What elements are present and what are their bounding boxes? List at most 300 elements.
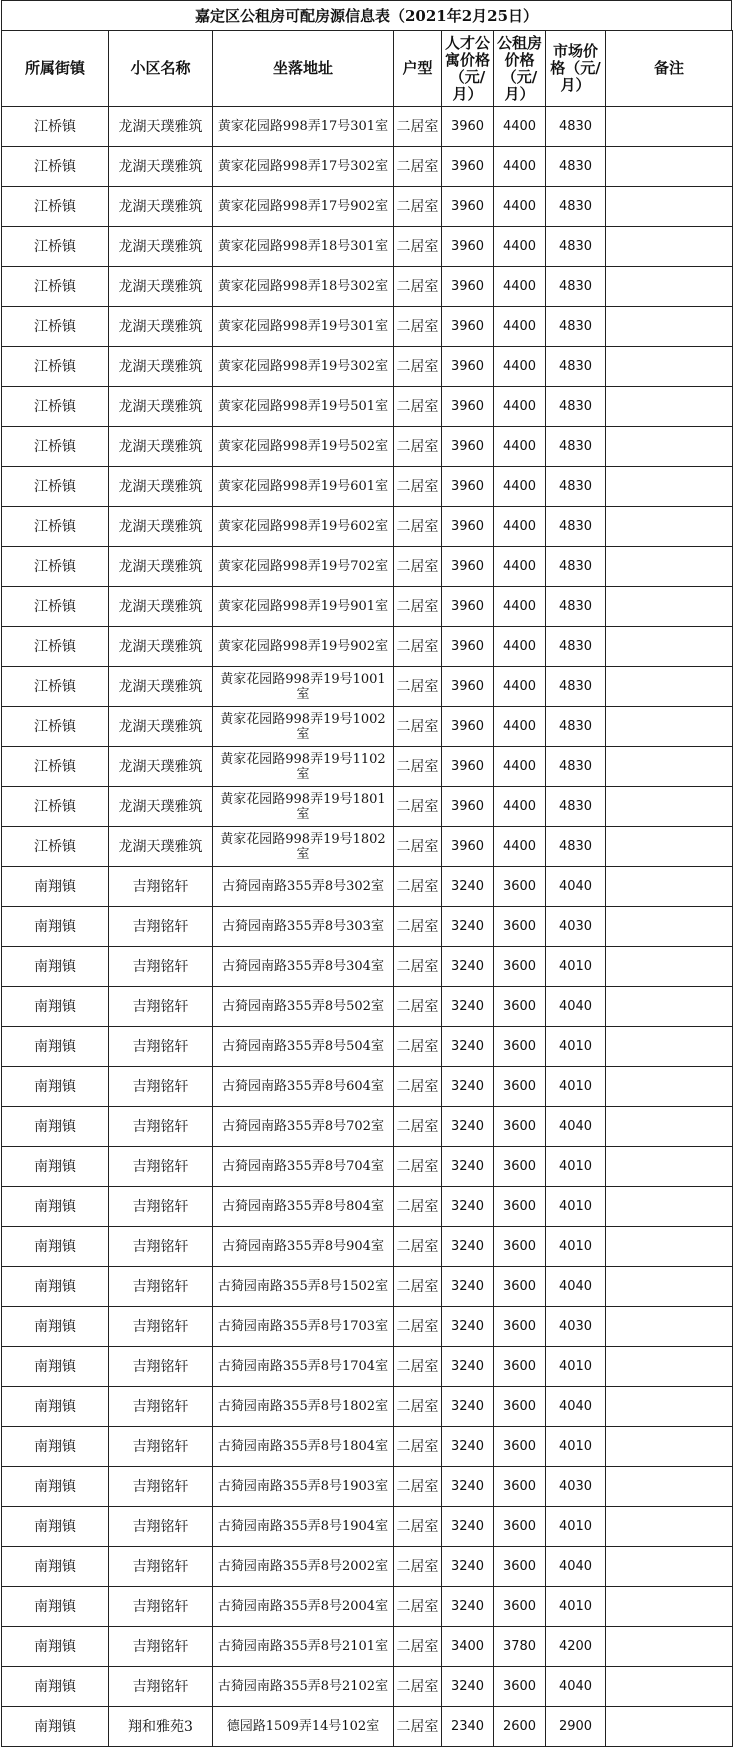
cell-talent-price: 3240	[442, 1587, 494, 1627]
cell-address: 古猗园南路355弄8号1703室	[213, 1307, 394, 1347]
cell-community: 吉翔铭轩	[109, 1667, 213, 1707]
cell-layout: 二居室	[394, 1507, 442, 1547]
header-address: 坐落地址	[213, 31, 394, 107]
cell-community: 吉翔铭轩	[109, 987, 213, 1027]
cell-market-price: 4830	[546, 827, 606, 867]
cell-talent-price: 3960	[442, 627, 494, 667]
cell-talent-price: 3240	[442, 1507, 494, 1547]
cell-public-price: 3600	[494, 1187, 546, 1227]
cell-community: 吉翔铭轩	[109, 1427, 213, 1467]
cell-remarks	[606, 347, 733, 387]
table-row	[2, 347, 733, 387]
cell-remarks	[606, 1227, 733, 1267]
cell-layout: 二居室	[394, 147, 442, 187]
cell-market-price: 4010	[546, 1587, 606, 1627]
cell-market-price: 4200	[546, 1627, 606, 1667]
cell-town: 江桥镇	[2, 587, 109, 627]
cell-public-price: 4400	[494, 787, 546, 827]
cell-remarks	[606, 427, 733, 467]
cell-talent-price: 3240	[442, 1147, 494, 1187]
cell-address: 古猗园南路355弄8号1904室	[213, 1507, 394, 1547]
cell-address: 黄家花园路998弄18号301室	[213, 227, 394, 267]
table-row	[2, 1667, 733, 1707]
cell-public-price: 3600	[494, 1347, 546, 1387]
cell-remarks	[606, 1147, 733, 1187]
cell-town: 南翔镇	[2, 867, 109, 907]
cell-market-price: 4040	[546, 1387, 606, 1427]
cell-address: 古猗园南路355弄8号2101室	[213, 1627, 394, 1667]
cell-market-price: 4010	[546, 947, 606, 987]
table-row	[2, 827, 733, 867]
cell-town: 南翔镇	[2, 947, 109, 987]
table-row	[2, 707, 733, 747]
cell-public-price: 3600	[494, 1427, 546, 1467]
header-market-price: 市场价格（元/月）	[546, 31, 606, 107]
cell-layout: 二居室	[394, 507, 442, 547]
cell-market-price: 4030	[546, 1307, 606, 1347]
cell-town: 南翔镇	[2, 987, 109, 1027]
table-row	[2, 387, 733, 427]
cell-address: 黄家花园路998弄19号901室	[213, 587, 394, 627]
cell-address: 黄家花园路998弄17号301室	[213, 107, 394, 147]
cell-town: 南翔镇	[2, 1147, 109, 1187]
cell-address: 古猗园南路355弄8号904室	[213, 1227, 394, 1267]
cell-remarks	[606, 1267, 733, 1307]
cell-layout: 二居室	[394, 1547, 442, 1587]
table-row	[2, 187, 733, 227]
cell-remarks	[606, 1707, 733, 1747]
cell-remarks	[606, 867, 733, 907]
cell-community: 龙湖天璞雅筑	[109, 147, 213, 187]
cell-market-price: 4830	[546, 787, 606, 827]
table-row	[2, 867, 733, 907]
cell-layout: 二居室	[394, 867, 442, 907]
cell-town: 南翔镇	[2, 1307, 109, 1347]
cell-public-price: 3600	[494, 1107, 546, 1147]
cell-community: 龙湖天璞雅筑	[109, 347, 213, 387]
cell-remarks	[606, 1427, 733, 1467]
cell-public-price: 3600	[494, 1587, 546, 1627]
cell-community: 吉翔铭轩	[109, 1027, 213, 1067]
cell-address: 德园路1509弄14号102室	[213, 1707, 394, 1747]
table-row	[2, 1227, 733, 1267]
cell-remarks	[606, 467, 733, 507]
cell-market-price: 4830	[546, 147, 606, 187]
cell-market-price: 4010	[546, 1507, 606, 1547]
cell-community: 龙湖天璞雅筑	[109, 547, 213, 587]
cell-market-price: 4040	[546, 987, 606, 1027]
cell-layout: 二居室	[394, 587, 442, 627]
cell-talent-price: 3240	[442, 1467, 494, 1507]
cell-layout: 二居室	[394, 1587, 442, 1627]
cell-address: 古猗园南路355弄8号502室	[213, 987, 394, 1027]
table-title: 嘉定区公租房可配房源信息表（2021年2月25日）	[1, 0, 732, 30]
cell-town: 南翔镇	[2, 1627, 109, 1667]
cell-town: 江桥镇	[2, 347, 109, 387]
cell-community: 翔和雅苑3	[109, 1707, 213, 1747]
cell-public-price: 4400	[494, 307, 546, 347]
cell-talent-price: 3240	[442, 1107, 494, 1147]
cell-market-price: 4830	[546, 587, 606, 627]
header-talent-price: 人才公寓价格（元/月）	[442, 31, 494, 107]
cell-community: 吉翔铭轩	[109, 1627, 213, 1667]
cell-market-price: 4830	[546, 547, 606, 587]
cell-town: 南翔镇	[2, 1187, 109, 1227]
cell-market-price: 4830	[546, 427, 606, 467]
cell-remarks	[606, 1547, 733, 1587]
table-row	[2, 627, 733, 667]
cell-public-price: 3600	[494, 1267, 546, 1307]
cell-community: 吉翔铭轩	[109, 1387, 213, 1427]
table-row	[2, 1267, 733, 1307]
cell-talent-price: 3960	[442, 467, 494, 507]
cell-town: 江桥镇	[2, 187, 109, 227]
table-row	[2, 1387, 733, 1427]
cell-public-price: 4400	[494, 107, 546, 147]
header-community: 小区名称	[109, 31, 213, 107]
cell-address: 黄家花园路998弄19号602室	[213, 507, 394, 547]
cell-community: 吉翔铭轩	[109, 1307, 213, 1347]
cell-talent-price: 3960	[442, 827, 494, 867]
cell-market-price: 4830	[546, 107, 606, 147]
cell-address: 黄家花园路998弄19号502室	[213, 427, 394, 467]
cell-address: 黄家花园路998弄17号902室	[213, 187, 394, 227]
cell-layout: 二居室	[394, 787, 442, 827]
cell-community: 吉翔铭轩	[109, 1107, 213, 1147]
cell-layout: 二居室	[394, 1307, 442, 1347]
cell-layout: 二居室	[394, 1147, 442, 1187]
cell-layout: 二居室	[394, 987, 442, 1027]
cell-public-price: 4400	[494, 267, 546, 307]
cell-layout: 二居室	[394, 1227, 442, 1267]
table-row	[2, 1347, 733, 1387]
cell-talent-price: 3960	[442, 587, 494, 627]
cell-community: 龙湖天璞雅筑	[109, 667, 213, 707]
cell-talent-price: 3960	[442, 747, 494, 787]
cell-public-price: 4400	[494, 507, 546, 547]
header-public-price: 公租房价格（元/月）	[494, 31, 546, 107]
cell-town: 南翔镇	[2, 1027, 109, 1067]
cell-community: 吉翔铭轩	[109, 1587, 213, 1627]
cell-address: 黄家花园路998弄19号501室	[213, 387, 394, 427]
cell-layout: 二居室	[394, 707, 442, 747]
cell-public-price: 3600	[494, 1467, 546, 1507]
cell-public-price: 3600	[494, 1307, 546, 1347]
table-row	[2, 467, 733, 507]
cell-public-price: 4400	[494, 547, 546, 587]
cell-market-price: 4830	[546, 747, 606, 787]
cell-layout: 二居室	[394, 947, 442, 987]
cell-remarks	[606, 667, 733, 707]
cell-talent-price: 3960	[442, 347, 494, 387]
cell-remarks	[606, 1187, 733, 1227]
cell-town: 江桥镇	[2, 307, 109, 347]
cell-town: 江桥镇	[2, 387, 109, 427]
table-row	[2, 267, 733, 307]
cell-community: 龙湖天璞雅筑	[109, 827, 213, 867]
table-row	[2, 1027, 733, 1067]
cell-layout: 二居室	[394, 747, 442, 787]
cell-public-price: 3600	[494, 1667, 546, 1707]
cell-remarks	[606, 1347, 733, 1387]
cell-remarks	[606, 1067, 733, 1107]
table-row	[2, 1067, 733, 1107]
cell-address: 黄家花园路998弄18号302室	[213, 267, 394, 307]
cell-town: 南翔镇	[2, 1067, 109, 1107]
table-row	[2, 507, 733, 547]
cell-community: 龙湖天璞雅筑	[109, 107, 213, 147]
cell-remarks	[606, 1587, 733, 1627]
cell-public-price: 4400	[494, 347, 546, 387]
cell-talent-price: 3240	[442, 947, 494, 987]
cell-community: 吉翔铭轩	[109, 1467, 213, 1507]
cell-layout: 二居室	[394, 107, 442, 147]
cell-town: 江桥镇	[2, 747, 109, 787]
cell-market-price: 4830	[546, 507, 606, 547]
table-row	[2, 907, 733, 947]
table-row	[2, 1507, 733, 1547]
cell-community: 吉翔铭轩	[109, 1067, 213, 1107]
cell-public-price: 4400	[494, 227, 546, 267]
cell-community: 龙湖天璞雅筑	[109, 507, 213, 547]
cell-address: 古猗园南路355弄8号2102室	[213, 1667, 394, 1707]
cell-remarks	[606, 1467, 733, 1507]
cell-layout: 二居室	[394, 1067, 442, 1107]
cell-town: 南翔镇	[2, 1547, 109, 1587]
cell-public-price: 4400	[494, 187, 546, 227]
cell-address: 黄家花园路998弄19号1802室	[213, 827, 394, 867]
cell-public-price: 4400	[494, 667, 546, 707]
cell-remarks	[606, 1627, 733, 1667]
cell-talent-price: 3960	[442, 147, 494, 187]
cell-address: 黄家花园路998弄19号601室	[213, 467, 394, 507]
header-layout: 户型	[394, 31, 442, 107]
cell-layout: 二居室	[394, 427, 442, 467]
cell-public-price: 4400	[494, 707, 546, 747]
cell-community: 龙湖天璞雅筑	[109, 627, 213, 667]
cell-remarks	[606, 587, 733, 627]
cell-town: 江桥镇	[2, 507, 109, 547]
cell-market-price: 4010	[546, 1347, 606, 1387]
cell-town: 南翔镇	[2, 1387, 109, 1427]
cell-town: 江桥镇	[2, 547, 109, 587]
cell-talent-price: 3960	[442, 267, 494, 307]
cell-public-price: 4400	[494, 147, 546, 187]
cell-market-price: 4010	[546, 1187, 606, 1227]
cell-talent-price: 3240	[442, 987, 494, 1027]
cell-community: 龙湖天璞雅筑	[109, 187, 213, 227]
cell-layout: 二居室	[394, 1667, 442, 1707]
cell-community: 吉翔铭轩	[109, 947, 213, 987]
cell-public-price: 4400	[494, 627, 546, 667]
cell-talent-price: 2340	[442, 1707, 494, 1747]
cell-public-price: 4400	[494, 467, 546, 507]
cell-town: 江桥镇	[2, 667, 109, 707]
table-row	[2, 547, 733, 587]
cell-market-price: 4010	[546, 1067, 606, 1107]
cell-layout: 二居室	[394, 1427, 442, 1467]
cell-address: 古猗园南路355弄8号1804室	[213, 1427, 394, 1467]
cell-remarks	[606, 747, 733, 787]
cell-talent-price: 3960	[442, 667, 494, 707]
cell-talent-price: 3240	[442, 1267, 494, 1307]
table-row	[2, 147, 733, 187]
cell-town: 江桥镇	[2, 467, 109, 507]
cell-address: 黄家花园路998弄19号1102室	[213, 747, 394, 787]
table-row	[2, 1427, 733, 1467]
cell-public-price: 3600	[494, 1387, 546, 1427]
cell-remarks	[606, 1507, 733, 1547]
cell-market-price: 4040	[546, 867, 606, 907]
cell-community: 吉翔铭轩	[109, 907, 213, 947]
cell-talent-price: 3240	[442, 1187, 494, 1227]
cell-community: 龙湖天璞雅筑	[109, 747, 213, 787]
cell-remarks	[606, 907, 733, 947]
cell-layout: 二居室	[394, 387, 442, 427]
cell-town: 南翔镇	[2, 1347, 109, 1387]
cell-public-price: 3600	[494, 1067, 546, 1107]
table-row	[2, 1107, 733, 1147]
cell-public-price: 3600	[494, 1547, 546, 1587]
cell-public-price: 4400	[494, 387, 546, 427]
housing-table	[1, 30, 733, 1747]
cell-public-price: 3600	[494, 1027, 546, 1067]
cell-layout: 二居室	[394, 267, 442, 307]
cell-town: 南翔镇	[2, 1507, 109, 1547]
cell-remarks	[606, 787, 733, 827]
cell-market-price: 4830	[546, 667, 606, 707]
cell-address: 古猗园南路355弄8号302室	[213, 867, 394, 907]
cell-talent-price: 3960	[442, 227, 494, 267]
cell-public-price: 3600	[494, 907, 546, 947]
cell-market-price: 2900	[546, 1707, 606, 1747]
cell-address: 古猗园南路355弄8号804室	[213, 1187, 394, 1227]
cell-town: 南翔镇	[2, 1467, 109, 1507]
cell-public-price: 2600	[494, 1707, 546, 1747]
table-row	[2, 307, 733, 347]
cell-public-price: 3600	[494, 987, 546, 1027]
cell-layout: 二居室	[394, 627, 442, 667]
cell-remarks	[606, 1027, 733, 1067]
cell-talent-price: 3400	[442, 1627, 494, 1667]
cell-community: 龙湖天璞雅筑	[109, 467, 213, 507]
cell-address: 黄家花园路998弄17号302室	[213, 147, 394, 187]
cell-town: 南翔镇	[2, 1587, 109, 1627]
cell-layout: 二居室	[394, 547, 442, 587]
cell-address: 黄家花园路998弄19号1002室	[213, 707, 394, 747]
cell-remarks	[606, 187, 733, 227]
cell-address: 古猗园南路355弄8号2004室	[213, 1587, 394, 1627]
cell-remarks	[606, 1107, 733, 1147]
cell-market-price: 4830	[546, 627, 606, 667]
cell-town: 江桥镇	[2, 827, 109, 867]
cell-layout: 二居室	[394, 1347, 442, 1387]
cell-town: 江桥镇	[2, 267, 109, 307]
cell-public-price: 4400	[494, 427, 546, 467]
cell-market-price: 4830	[546, 387, 606, 427]
cell-market-price: 4010	[546, 1227, 606, 1267]
cell-layout: 二居室	[394, 1267, 442, 1307]
cell-layout: 二居室	[394, 227, 442, 267]
cell-talent-price: 3960	[442, 387, 494, 427]
cell-remarks	[606, 987, 733, 1027]
cell-address: 古猗园南路355弄8号1903室	[213, 1467, 394, 1507]
table-row	[2, 1547, 733, 1587]
header-town: 所属街镇	[2, 31, 109, 107]
cell-community: 龙湖天璞雅筑	[109, 387, 213, 427]
cell-talent-price: 3960	[442, 787, 494, 827]
cell-town: 江桥镇	[2, 427, 109, 467]
cell-market-price: 4010	[546, 1027, 606, 1067]
cell-talent-price: 3960	[442, 107, 494, 147]
cell-address: 古猗园南路355弄8号1502室	[213, 1267, 394, 1307]
cell-public-price: 4400	[494, 747, 546, 787]
cell-public-price: 3600	[494, 867, 546, 907]
cell-community: 吉翔铭轩	[109, 1227, 213, 1267]
cell-town: 江桥镇	[2, 787, 109, 827]
table-row	[2, 1587, 733, 1627]
cell-address: 黄家花园路998弄19号1001室	[213, 667, 394, 707]
cell-market-price: 4830	[546, 707, 606, 747]
cell-layout: 二居室	[394, 1107, 442, 1147]
cell-public-price: 3600	[494, 1227, 546, 1267]
cell-town: 江桥镇	[2, 227, 109, 267]
cell-talent-price: 3960	[442, 547, 494, 587]
cell-community: 龙湖天璞雅筑	[109, 427, 213, 467]
cell-address: 古猗园南路355弄8号504室	[213, 1027, 394, 1067]
cell-public-price: 4400	[494, 827, 546, 867]
table-row	[2, 947, 733, 987]
cell-market-price: 4040	[546, 1667, 606, 1707]
cell-remarks	[606, 387, 733, 427]
cell-talent-price: 3240	[442, 1427, 494, 1467]
cell-market-price: 4010	[546, 1427, 606, 1467]
cell-community: 龙湖天璞雅筑	[109, 307, 213, 347]
table-row	[2, 987, 733, 1027]
cell-market-price: 4030	[546, 907, 606, 947]
cell-town: 南翔镇	[2, 907, 109, 947]
cell-community: 吉翔铭轩	[109, 1267, 213, 1307]
cell-layout: 二居室	[394, 1187, 442, 1227]
cell-layout: 二居室	[394, 347, 442, 387]
cell-town: 江桥镇	[2, 627, 109, 667]
cell-talent-price: 3240	[442, 907, 494, 947]
cell-community: 龙湖天璞雅筑	[109, 707, 213, 747]
cell-layout: 二居室	[394, 467, 442, 507]
cell-community: 龙湖天璞雅筑	[109, 227, 213, 267]
cell-remarks	[606, 147, 733, 187]
cell-talent-price: 3240	[442, 1227, 494, 1267]
cell-remarks	[606, 267, 733, 307]
cell-talent-price: 3240	[442, 867, 494, 907]
cell-community: 吉翔铭轩	[109, 1507, 213, 1547]
cell-market-price: 4830	[546, 467, 606, 507]
cell-address: 黄家花园路998弄19号902室	[213, 627, 394, 667]
cell-talent-price: 3240	[442, 1347, 494, 1387]
cell-talent-price: 3960	[442, 307, 494, 347]
cell-public-price: 3600	[494, 1507, 546, 1547]
cell-address: 古猗园南路355弄8号1704室	[213, 1347, 394, 1387]
cell-town: 南翔镇	[2, 1427, 109, 1467]
cell-remarks	[606, 1307, 733, 1347]
cell-public-price: 3600	[494, 947, 546, 987]
cell-remarks	[606, 627, 733, 667]
cell-market-price: 4030	[546, 1467, 606, 1507]
cell-talent-price: 3960	[442, 187, 494, 227]
cell-remarks	[606, 227, 733, 267]
table-row	[2, 787, 733, 827]
cell-address: 古猗园南路355弄8号702室	[213, 1107, 394, 1147]
